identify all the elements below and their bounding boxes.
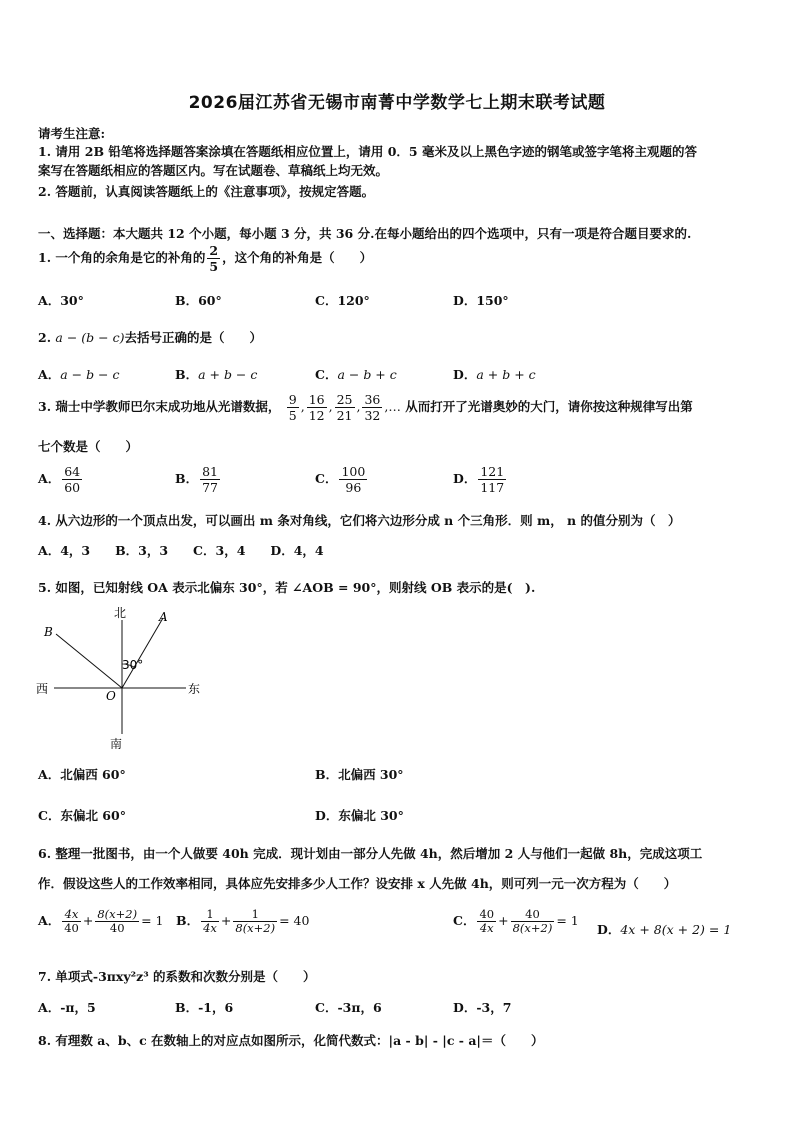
label-west: 西 (36, 682, 49, 696)
question-4: 4. 从六边形的一个顶点出发，可以画出 m 条对角线，它们将六边形分成 n 个三角形．则 m， n 的值分别为（ ） (38, 513, 681, 528)
label-north: 北 (114, 606, 127, 620)
notice-header: 请考生注意: (38, 126, 106, 141)
page-title: 2026届江苏省无锡市南菁中学数学七上期末联考试题 (188, 93, 606, 113)
q3-option-a: A． $\frac{64}{60}$ (38, 464, 81, 495)
q1-frac-den: 5 (209, 259, 219, 274)
question-3 (38, 392, 693, 423)
q5-option-b: B．北偏西 30° (315, 767, 404, 782)
q1-post: ，这个角的补角是（ ） (222, 250, 373, 265)
q2-expr: a − (b − c) (55, 330, 125, 345)
q5-option-c: C．东偏北 60° (38, 808, 126, 823)
q2-option-b: B．a + b − c (175, 367, 258, 382)
q4-options: A．4，3 B．3，3 C．3，4 D．4，4 (38, 543, 324, 558)
q1-option-a: A．30° (38, 293, 84, 308)
label-a: A (159, 610, 168, 624)
q6-option-a: A． $\frac{4x}{40}$ + $\frac{8(x+2)}{40}$ = 1 (38, 907, 164, 935)
q7-option-c: C．-3π，6 (315, 1000, 382, 1015)
q2-post: 去括号正确的是（ ） (124, 330, 262, 345)
q7-option-d: D．-3，7 (453, 1000, 512, 1015)
q5-option-d: D．东偏北 30° (315, 808, 404, 823)
q3-sequence: $\frac{9}{5}$ , $\frac{16}{12}$ , $\frac{25}{21}$ , $\frac{36}{32}$ ,… (288, 392, 401, 423)
q1-pre: 1. 一个角的余角是它的补角的 (38, 250, 206, 265)
label-south: 南 (110, 737, 123, 751)
question-6-line1: 6. 整理一批图书，由一个人做要 40h 完成．现计划由一部分人先做 4h，然后增加 2 人与他们一起做 8h，完成这项工 (38, 846, 703, 861)
ray-oa (122, 618, 163, 688)
q1-fraction (207, 243, 220, 274)
q1-option-b: B．60° (175, 293, 222, 308)
question-2: 2. a − (b − c)去括号正确的是（ ） (38, 330, 262, 345)
q3-option-c: C． $\frac{100}{96}$ (315, 464, 366, 495)
label-angle: 30° (122, 658, 144, 672)
q3-option-b: B． $\frac{81}{77}$ (175, 464, 218, 495)
question-8: 8. 有理数 a、b、c 在数轴上的对应点如图所示，化简代数式：|a - b| - |c - a|＝（ ） (38, 1033, 544, 1048)
q5-direction-diagram (30, 602, 220, 752)
q3-seq-4: $\frac{36}{32}$ (364, 392, 381, 423)
ray-ob (56, 634, 122, 688)
q2-option-d: D．a + b + c (453, 367, 536, 382)
q7-option-b: B．-1，6 (175, 1000, 234, 1015)
section-heading: 一、选择题：本大题共 12 个小题，每小题 3 分，共 36 分.在每小题给出的四个选项中，只有一项是符合题目要求的. (38, 226, 692, 241)
q3-pre: 3. 瑞士中学教师巴尔末成功地从光谱数据， (38, 399, 281, 414)
notice-item2: 2. 答题前，认真阅读答题纸上的《注意事项》，按规定答题。 (38, 184, 375, 199)
q3-seq-2: $\frac{16}{12}$ (308, 392, 325, 423)
question-1 (38, 243, 372, 274)
q1-frac-num: 2 (209, 243, 219, 258)
q6-option-c: C． $\frac{40}{4x}$ + $\frac{40}{8(x+2)}$ = 1 (453, 907, 579, 935)
q5-option-a: A．北偏西 60° (38, 767, 126, 782)
q3-seq-3: $\frac{25}{21}$ (336, 392, 353, 423)
notice-item1-line1: 1. 请用 2B 铅笔将选择题答案涂填在答题纸相应位置上，请用 0．5 毫米及以上黑色字迹的钢笔或签字笔将主观题的答 (38, 144, 697, 159)
question-7: 7. 单项式-3πxy²z³ 的系数和次数分别是（ ） (38, 969, 316, 984)
q3-post: 从而打开了光谱奥妙的大门，请你按这种规律写出第 (405, 399, 693, 414)
q6-option-b: B． $\frac{1}{4x}$ + $\frac{1}{8(x+2)}$ = 40 (176, 907, 310, 935)
q3-option-d: D． $\frac{121}{117}$ (453, 464, 505, 495)
label-east: 东 (188, 682, 201, 696)
notice-item1-line2: 案写在答题纸相应的答题区内。写在试题卷、草稿纸上均无效。 (38, 163, 389, 178)
label-b: B (44, 625, 53, 639)
q7-option-a: A．-π，5 (38, 1000, 96, 1015)
q6-option-d: D．4x + 8(x + 2) = 1 (597, 922, 732, 937)
q1-option-c: C．120° (315, 293, 370, 308)
q2-option-c: C．a − b + c (315, 367, 397, 382)
label-o: O (106, 689, 116, 703)
q3-line2: 七个数是（ ） (38, 439, 139, 454)
question-5: 5. 如图，已知射线 OA 表示北偏东 30°，若 ∠AOB = 90°，则射线 OB 表示的是( ). (38, 580, 536, 595)
q1-option-d: D．150° (453, 293, 509, 308)
question-6-line2: 作．假设这些人的工作效率相同，具体应先安排多少人工作？设安排 x 人先做 4h，则可列一元一次方程为（ ） (38, 876, 677, 891)
q3-seq-1: $\frac{9}{5}$ (288, 392, 297, 423)
q2-option-a: A．a − b − c (38, 367, 120, 382)
